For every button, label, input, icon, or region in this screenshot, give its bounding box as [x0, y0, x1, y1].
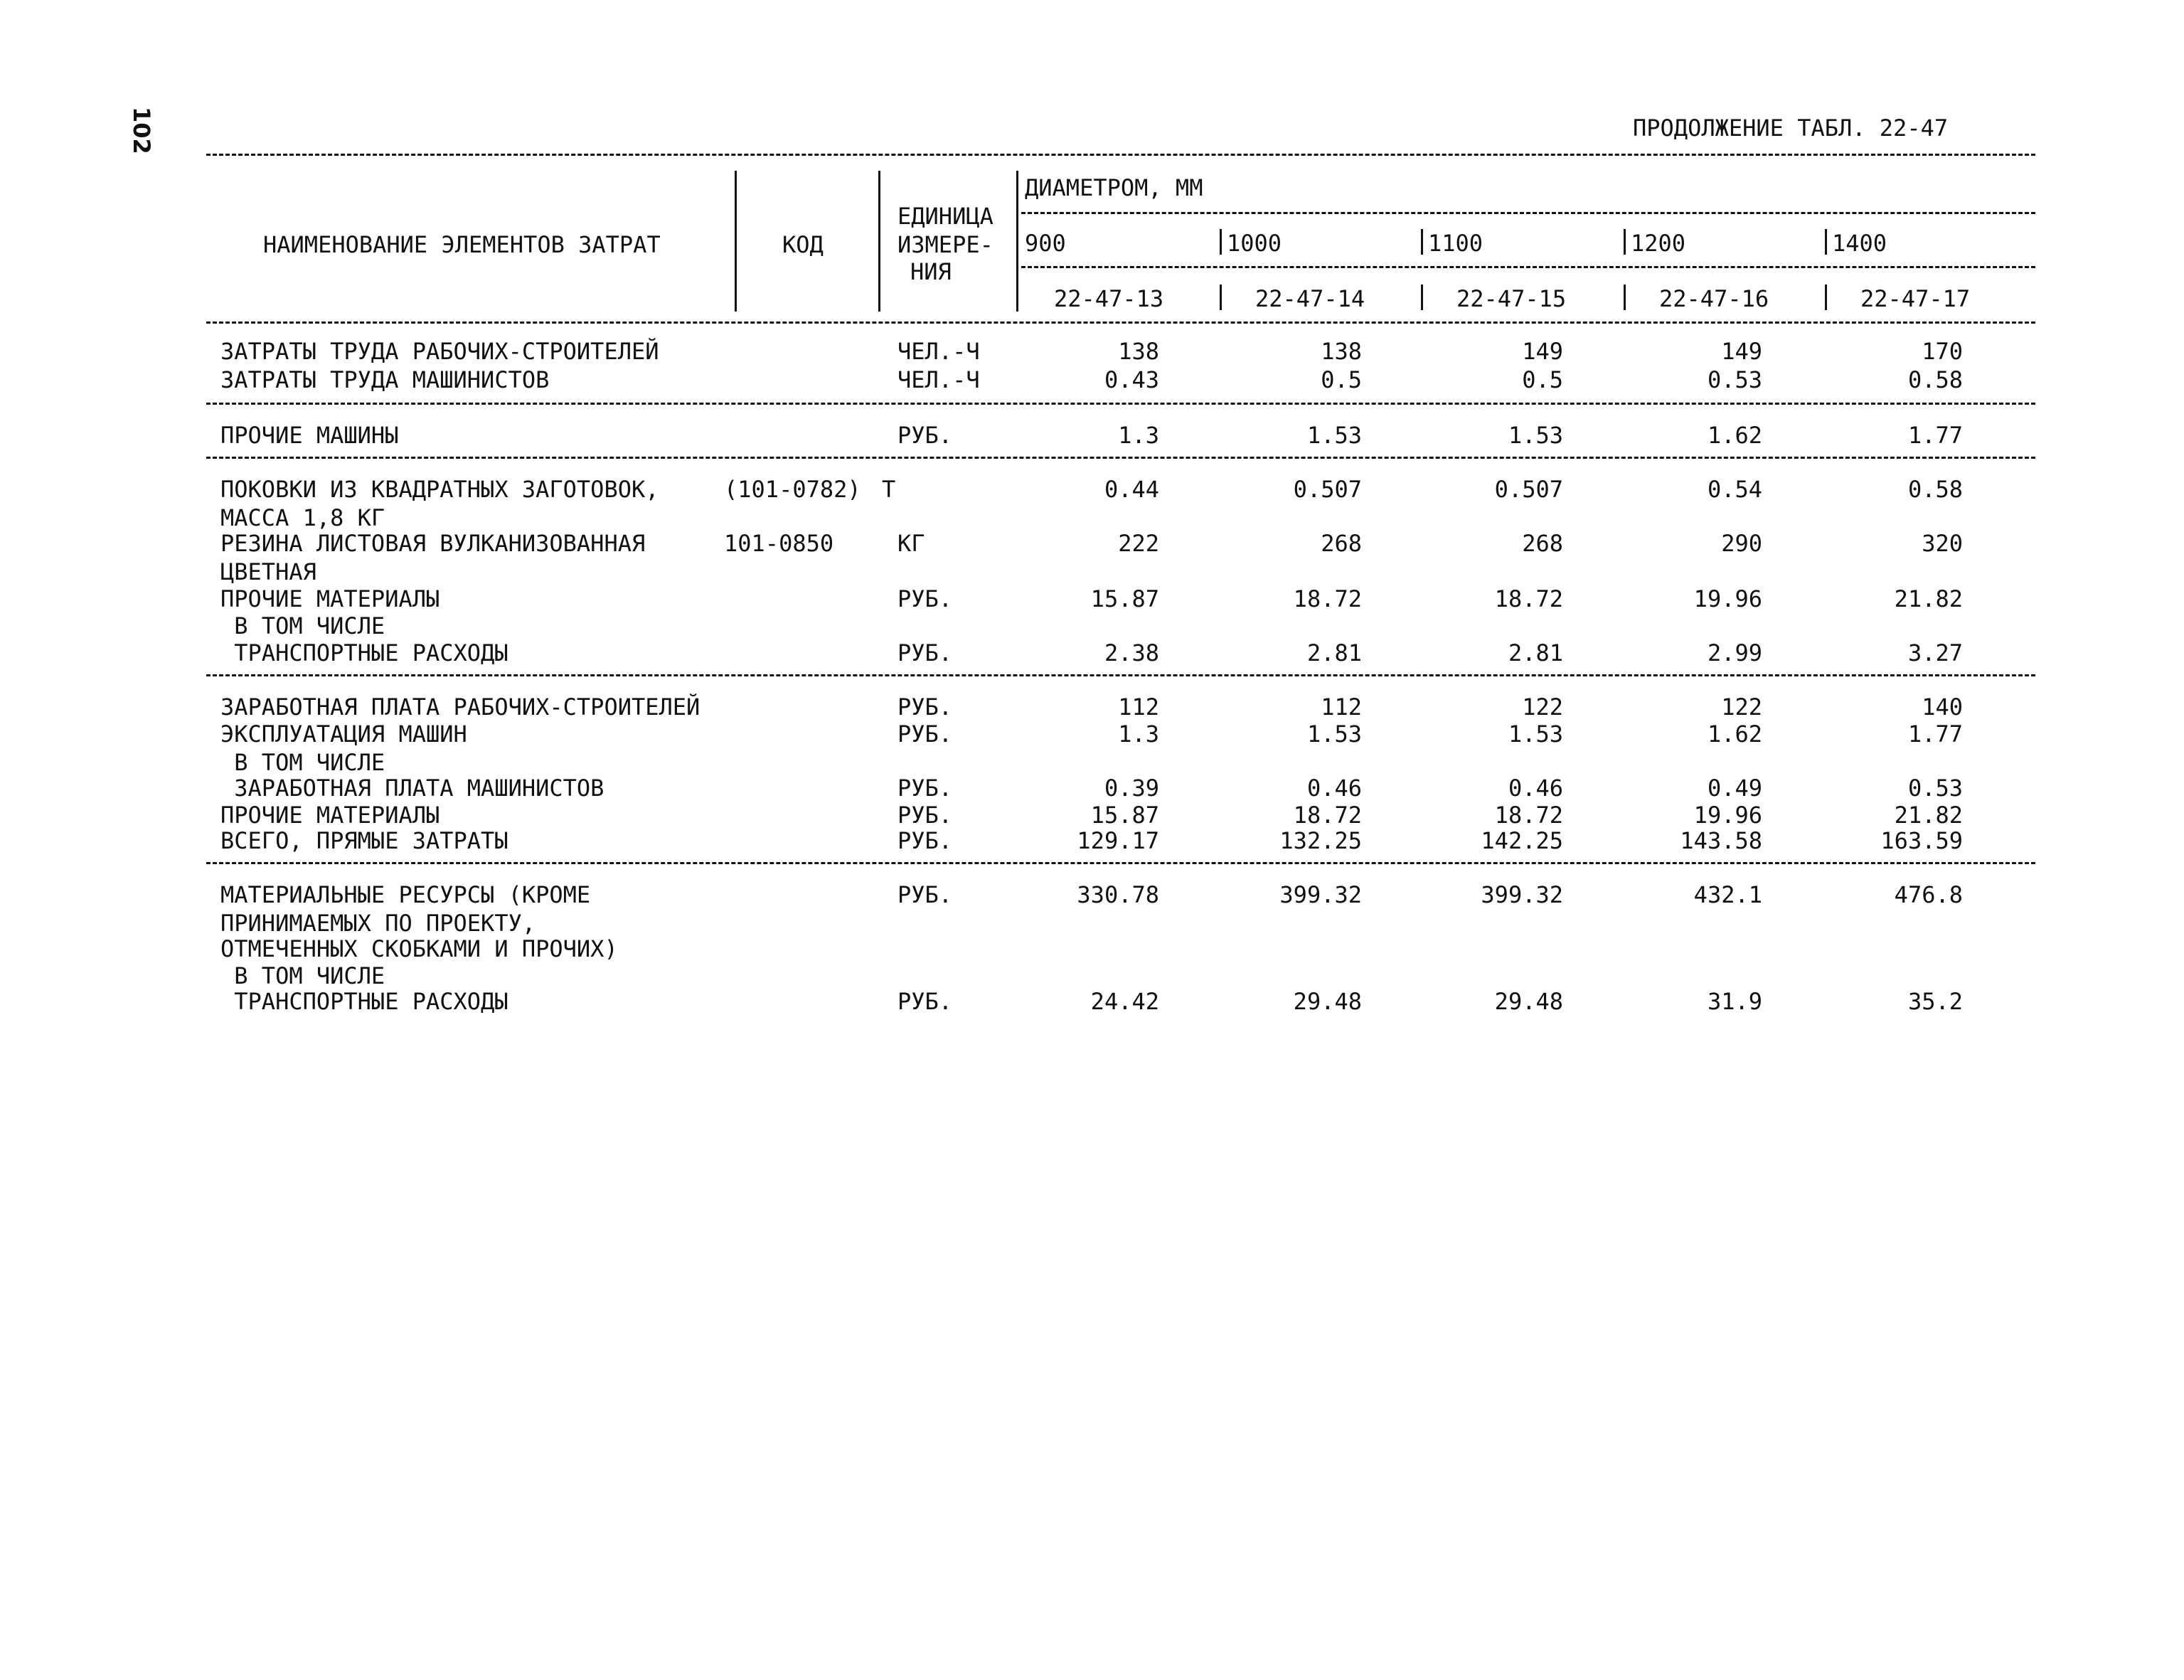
row-value: 476.8: [1894, 881, 1963, 908]
row-unit: РУБ.: [897, 775, 953, 802]
row-value: 0.39: [1104, 775, 1159, 802]
section-rule: [206, 674, 2035, 676]
row-value: 0.43: [1104, 366, 1159, 393]
section-rule: [206, 862, 2035, 864]
header-group-title: ДИАМЕТРОМ, ММ: [1025, 174, 1203, 201]
row-value: 0.58: [1907, 366, 1963, 393]
row-value: 35.2: [1907, 988, 1963, 1015]
row-value: 138: [1321, 338, 1362, 365]
row-value: 1.53: [1508, 721, 1563, 748]
row-unit: РУБ.: [897, 422, 953, 449]
section-rule: [206, 403, 2035, 405]
row-unit: РУБ.: [897, 721, 953, 748]
row-name: ЭКСПЛУАТАЦИЯ МАШИН: [220, 721, 467, 748]
row-name: ПРОЧИЕ МАШИНЫ: [220, 422, 399, 449]
row-name: В ТОМ ЧИСЛЕ: [220, 612, 385, 639]
row-name: ПОКОВКИ ИЗ КВАДРАТНЫХ ЗАГОТОВОК,: [220, 476, 659, 503]
row-value: 112: [1321, 693, 1362, 721]
header-diameter: 1100: [1428, 230, 1483, 257]
row-value: 19.96: [1693, 802, 1762, 829]
row-name: РЕЗИНА ЛИСТОВАЯ ВУЛКАНИЗОВАННАЯ: [220, 530, 646, 557]
row-value: 268: [1321, 530, 1362, 557]
header-separator: [878, 171, 880, 312]
row-value: 0.5: [1522, 366, 1563, 393]
row-name: ВСЕГО, ПРЯМЫЕ ЗАТРАТЫ: [220, 827, 508, 854]
row-value: 320: [1922, 530, 1963, 557]
row-value: 21.82: [1894, 802, 1963, 829]
row-value: 3.27: [1907, 639, 1963, 666]
row-name: ОТМЕЧЕННЫХ СКОБКАМИ И ПРОЧИХ): [220, 935, 618, 962]
row-value: 18.72: [1293, 802, 1362, 829]
header-diameter: 900: [1025, 230, 1066, 257]
row-unit: РУБ.: [897, 585, 953, 612]
row-value: 0.53: [1707, 366, 1762, 393]
row-value: 2.38: [1104, 639, 1159, 666]
header-bottom-rule: [206, 321, 2035, 324]
header-separator: [1624, 229, 1626, 255]
row-unit: РУБ.: [897, 802, 953, 829]
row-value: 122: [1522, 693, 1563, 721]
row-value: 31.9: [1707, 988, 1762, 1015]
row-value: 0.49: [1707, 775, 1762, 802]
row-value: 0.46: [1306, 775, 1362, 802]
row-value: 0.58: [1907, 476, 1963, 503]
row-name: В ТОМ ЧИСЛЕ: [220, 962, 385, 989]
row-value: 122: [1721, 693, 1762, 721]
row-value: 15.87: [1090, 802, 1159, 829]
header-table-code: 22-47-17: [1860, 285, 1971, 312]
header-unit-line: ЕДИНИЦА: [897, 203, 994, 230]
row-value: 0.53: [1907, 775, 1963, 802]
row-name: ЗАТРАТЫ ТРУДА МАШИНИСТОВ: [220, 366, 550, 393]
row-value: 290: [1721, 530, 1762, 557]
row-value: 18.72: [1494, 585, 1563, 612]
row-value: 1.53: [1306, 422, 1362, 449]
row-unit: Т: [882, 476, 896, 503]
header-separator: [1220, 285, 1222, 310]
header-inner-rule: [1021, 266, 2035, 268]
row-name: ПРИНИМАЕМЫХ ПО ПРОЕКТУ,: [220, 910, 536, 937]
row-unit: РУБ.: [897, 693, 953, 721]
row-name: ЦВЕТНАЯ: [220, 558, 316, 585]
row-value: 149: [1522, 338, 1563, 365]
section-rule: [206, 457, 2035, 459]
row-value: 0.507: [1293, 476, 1362, 503]
row-value: 0.54: [1707, 476, 1762, 503]
row-value: 432.1: [1693, 881, 1762, 908]
row-unit: КГ: [897, 530, 925, 557]
row-name: МАТЕРИАЛЬНЫЕ РЕСУРСЫ (КРОМЕ: [220, 881, 591, 908]
row-value: 18.72: [1293, 585, 1362, 612]
row-value: 140: [1922, 693, 1963, 721]
row-value: 149: [1721, 338, 1762, 365]
header-diameter: 1000: [1227, 230, 1282, 257]
header-diameter: 1400: [1832, 230, 1887, 257]
row-value: 268: [1522, 530, 1563, 557]
row-value: 1.53: [1508, 422, 1563, 449]
header-inner-rule: [1021, 212, 2035, 214]
row-name: ЗАРАБОТНАЯ ПЛАТА РАБОЧИХ-СТРОИТЕЛЕЙ: [220, 693, 701, 721]
header-table-code: 22-47-15: [1456, 285, 1567, 312]
header-table-code: 22-47-14: [1255, 285, 1365, 312]
row-value: 163.59: [1880, 827, 1963, 854]
row-value: 399.32: [1279, 881, 1362, 908]
continuation-caption: ПРОДОЛЖЕНИЕ ТАБЛ. 22-47: [1633, 115, 1949, 142]
row-value: 15.87: [1090, 585, 1159, 612]
header-separator: [1220, 229, 1222, 255]
row-value: 143.58: [1680, 827, 1762, 854]
row-value: 2.81: [1508, 639, 1563, 666]
row-unit: РУБ.: [897, 881, 953, 908]
row-value: 19.96: [1693, 585, 1762, 612]
row-value: 1.77: [1907, 721, 1963, 748]
row-value: 222: [1118, 530, 1159, 557]
top-rule: [206, 154, 2035, 156]
row-value: 129.17: [1077, 827, 1159, 854]
page-number: 102: [128, 107, 155, 154]
row-value: 330.78: [1077, 881, 1159, 908]
row-value: 18.72: [1494, 802, 1563, 829]
row-unit: ЧЕЛ.-Ч: [897, 366, 980, 393]
header-separator: [1016, 171, 1018, 312]
row-value: 1.53: [1306, 721, 1362, 748]
header-table-code: 22-47-13: [1054, 285, 1164, 312]
row-value: 0.46: [1508, 775, 1563, 802]
row-name: ТРАНСПОРТНЫЕ РАСХОДЫ: [220, 639, 508, 666]
row-name: ПРОЧИЕ МАТЕРИАЛЫ: [220, 585, 440, 612]
row-name: ЗАРАБОТНАЯ ПЛАТА МАШИНИСТОВ: [220, 775, 604, 802]
row-value: 1.3: [1118, 422, 1159, 449]
header-separator: [1825, 285, 1827, 310]
row-value: 21.82: [1894, 585, 1963, 612]
row-name: МАССА 1,8 КГ: [220, 504, 385, 531]
row-value: 29.48: [1494, 988, 1563, 1015]
header-unit-line: НИЯ: [910, 258, 952, 285]
row-value: 2.99: [1707, 639, 1762, 666]
row-unit: РУБ.: [897, 988, 953, 1015]
header-separator: [1825, 229, 1827, 255]
row-name: ПРОЧИЕ МАТЕРИАЛЫ: [220, 802, 440, 829]
row-name: В ТОМ ЧИСЛЕ: [220, 749, 385, 776]
row-name: ЗАТРАТЫ ТРУДА РАБОЧИХ-СТРОИТЕЛЕЙ: [220, 338, 659, 365]
row-value: 24.42: [1090, 988, 1159, 1015]
row-value: 1.62: [1707, 422, 1762, 449]
row-name: ТРАНСПОРТНЫЕ РАСХОДЫ: [220, 988, 508, 1015]
row-unit: РУБ.: [897, 827, 953, 854]
row-code: (101-0782): [724, 476, 861, 503]
row-value: 0.44: [1104, 476, 1159, 503]
header-unit-line: ИЗМЕРЕ-: [897, 231, 994, 258]
row-value: 142.25: [1481, 827, 1563, 854]
row-value: 1.77: [1907, 422, 1963, 449]
row-value: 138: [1118, 338, 1159, 365]
row-value: 170: [1922, 338, 1963, 365]
header-separator: [735, 171, 737, 312]
row-value: 0.507: [1494, 476, 1563, 503]
header-code-column: КОД: [782, 231, 824, 258]
row-value: 132.25: [1279, 827, 1362, 854]
header-table-code: 22-47-16: [1659, 285, 1769, 312]
row-value: 2.81: [1306, 639, 1362, 666]
header-diameter: 1200: [1631, 230, 1686, 257]
header-separator: [1421, 229, 1423, 255]
row-value: 1.62: [1707, 721, 1762, 748]
header-separator: [1624, 285, 1626, 310]
row-unit: ЧЕЛ.-Ч: [897, 338, 980, 365]
header-name-column: НАИМЕНОВАНИЕ ЭЛЕМЕНТОВ ЗАТРАТ: [263, 231, 661, 258]
row-value: 0.5: [1321, 366, 1362, 393]
row-value: 29.48: [1293, 988, 1362, 1015]
row-value: 399.32: [1481, 881, 1563, 908]
row-value: 112: [1118, 693, 1159, 721]
header-separator: [1421, 285, 1423, 310]
row-value: 1.3: [1118, 721, 1159, 748]
row-code: 101-0850: [724, 530, 834, 557]
row-unit: РУБ.: [897, 639, 953, 666]
